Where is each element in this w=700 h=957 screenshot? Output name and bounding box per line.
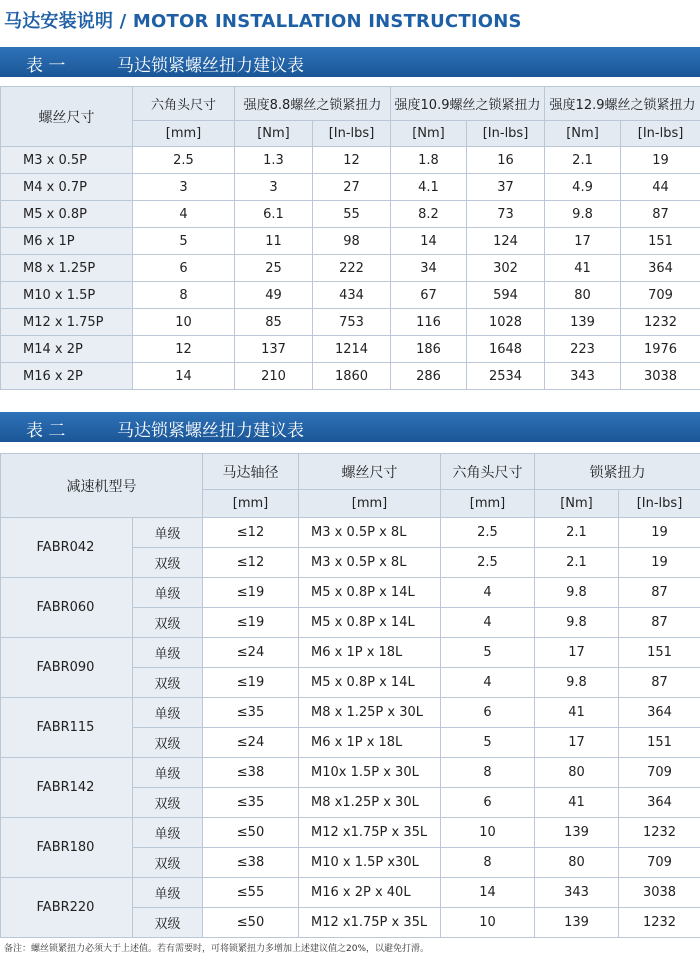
screw-spec-cell: M12 x1.75P x 35L bbox=[299, 818, 441, 848]
unit-cell: [Nm] bbox=[235, 121, 313, 147]
value-cell: 343 bbox=[545, 363, 621, 390]
table2-header-row bbox=[1, 454, 700, 490]
table1-title: 马达锁紧螺丝扭力建议表 bbox=[117, 56, 304, 76]
value-cell: 6.1 bbox=[235, 201, 313, 228]
value-cell: 2.5 bbox=[133, 147, 235, 174]
torque-table-by-gearbox bbox=[0, 453, 700, 938]
value-cell: 709 bbox=[619, 758, 700, 788]
value-cell: 5 bbox=[441, 638, 535, 668]
value-cell: 4 bbox=[441, 578, 535, 608]
table-row bbox=[1, 818, 700, 848]
table-row bbox=[1, 363, 700, 390]
unit-cell: [mm] bbox=[133, 121, 235, 147]
table-row bbox=[1, 309, 700, 336]
value-cell: 9.8 bbox=[545, 201, 621, 228]
value-cell: 5 bbox=[133, 228, 235, 255]
table-row bbox=[1, 758, 700, 788]
value-cell: 34 bbox=[391, 255, 467, 282]
value-cell: 16 bbox=[467, 147, 545, 174]
value-cell: 44 bbox=[621, 174, 700, 201]
screw-size-cell: M6 x 1P bbox=[1, 228, 133, 255]
value-cell: 1028 bbox=[467, 309, 545, 336]
table-row bbox=[1, 578, 700, 608]
value-cell: 17 bbox=[535, 728, 619, 758]
table-row bbox=[1, 228, 700, 255]
value-cell: 73 bbox=[467, 201, 545, 228]
value-cell: 210 bbox=[235, 363, 313, 390]
value-cell: 1214 bbox=[313, 336, 391, 363]
value-cell: 87 bbox=[619, 668, 700, 698]
unit-cell: [Nm] bbox=[535, 490, 619, 518]
value-cell: 343 bbox=[535, 878, 619, 908]
screw-spec-cell: M3 x 0.5P x 8L bbox=[299, 548, 441, 578]
value-cell: 25 bbox=[235, 255, 313, 282]
value-cell: 80 bbox=[535, 758, 619, 788]
value-cell: 286 bbox=[391, 363, 467, 390]
table-row bbox=[1, 282, 700, 309]
stage-cell: 单级 bbox=[133, 758, 203, 788]
gearbox-model-cell: FABR142 bbox=[1, 758, 133, 818]
value-cell: 87 bbox=[621, 201, 700, 228]
table-row bbox=[1, 878, 700, 908]
stage-cell: 单级 bbox=[133, 698, 203, 728]
value-cell: 2.5 bbox=[441, 548, 535, 578]
footnote: 备注：螺丝锁紧扭力必须大于上述值。若有需要时，可将锁紧扭力多增加上述建议值之20%，以避免打滑。 bbox=[4, 944, 430, 954]
value-cell: ≤35 bbox=[203, 788, 299, 818]
value-cell: 1232 bbox=[619, 908, 700, 938]
value-cell: 223 bbox=[545, 336, 621, 363]
value-cell: 19 bbox=[619, 548, 700, 578]
table-row bbox=[1, 336, 700, 363]
value-cell: 364 bbox=[621, 255, 700, 282]
stage-cell: 双级 bbox=[133, 848, 203, 878]
header-screw-size: 螺丝尺寸 bbox=[1, 87, 133, 147]
value-cell: ≤55 bbox=[203, 878, 299, 908]
value-cell: 14 bbox=[133, 363, 235, 390]
value-cell: 98 bbox=[313, 228, 391, 255]
value-cell: 4.9 bbox=[545, 174, 621, 201]
value-cell: 709 bbox=[621, 282, 700, 309]
value-cell: 3 bbox=[235, 174, 313, 201]
value-cell: ≤19 bbox=[203, 608, 299, 638]
value-cell: 17 bbox=[535, 638, 619, 668]
value-cell: 14 bbox=[391, 228, 467, 255]
unit-cell: [mm] bbox=[203, 490, 299, 518]
header-grade-12-9: 强度12.9螺丝之锁紧扭力 bbox=[545, 87, 700, 121]
table-row bbox=[1, 255, 700, 282]
value-cell: 11 bbox=[235, 228, 313, 255]
header-grade-8-8: 强度8.8螺丝之锁紧扭力 bbox=[235, 87, 391, 121]
table1-banner bbox=[0, 47, 700, 77]
unit-cell: [mm] bbox=[299, 490, 441, 518]
table2-title: 马达锁紧螺丝扭力建议表 bbox=[117, 421, 304, 441]
value-cell: 6 bbox=[133, 255, 235, 282]
value-cell: 8 bbox=[441, 848, 535, 878]
gearbox-model-cell: FABR090 bbox=[1, 638, 133, 698]
header-gearbox-model: 减速机型号 bbox=[1, 454, 203, 518]
value-cell: 1976 bbox=[621, 336, 700, 363]
value-cell: 434 bbox=[313, 282, 391, 309]
value-cell: 12 bbox=[133, 336, 235, 363]
value-cell: 10 bbox=[441, 908, 535, 938]
header-hex-size: 六角头尺寸 bbox=[441, 454, 535, 490]
value-cell: 139 bbox=[535, 908, 619, 938]
value-cell: 80 bbox=[545, 282, 621, 309]
value-cell: 4.1 bbox=[391, 174, 467, 201]
stage-cell: 双级 bbox=[133, 668, 203, 698]
value-cell: 753 bbox=[313, 309, 391, 336]
value-cell: 3 bbox=[133, 174, 235, 201]
value-cell: 2.5 bbox=[441, 518, 535, 548]
value-cell: 10 bbox=[133, 309, 235, 336]
screw-size-cell: M5 x 0.8P bbox=[1, 201, 133, 228]
screw-size-cell: M12 x 1.75P bbox=[1, 309, 133, 336]
table-row bbox=[1, 201, 700, 228]
screw-size-cell: M10 x 1.5P bbox=[1, 282, 133, 309]
header-grade-10-9: 强度10.9螺丝之锁紧扭力 bbox=[391, 87, 545, 121]
value-cell: ≤50 bbox=[203, 908, 299, 938]
value-cell: 41 bbox=[545, 255, 621, 282]
value-cell: ≤38 bbox=[203, 758, 299, 788]
value-cell: 151 bbox=[621, 228, 700, 255]
value-cell: 41 bbox=[535, 698, 619, 728]
value-cell: 67 bbox=[391, 282, 467, 309]
value-cell: ≤24 bbox=[203, 728, 299, 758]
unit-cell: [mm] bbox=[441, 490, 535, 518]
torque-table-by-grade bbox=[0, 86, 700, 390]
stage-cell: 双级 bbox=[133, 908, 203, 938]
table1-header-row bbox=[1, 87, 700, 121]
value-cell: 10 bbox=[441, 818, 535, 848]
value-cell: 116 bbox=[391, 309, 467, 336]
screw-spec-cell: M5 x 0.8P x 14L bbox=[299, 668, 441, 698]
unit-cell: [Nm] bbox=[391, 121, 467, 147]
value-cell: ≤35 bbox=[203, 698, 299, 728]
table-row bbox=[1, 698, 700, 728]
screw-size-cell: M3 x 0.5P bbox=[1, 147, 133, 174]
value-cell: 2.1 bbox=[545, 147, 621, 174]
stage-cell: 双级 bbox=[133, 788, 203, 818]
value-cell: 302 bbox=[467, 255, 545, 282]
value-cell: 594 bbox=[467, 282, 545, 309]
screw-spec-cell: M6 x 1P x 18L bbox=[299, 638, 441, 668]
value-cell: ≤24 bbox=[203, 638, 299, 668]
screw-spec-cell: M3 x 0.5P x 8L bbox=[299, 518, 441, 548]
screw-spec-cell: M5 x 0.8P x 14L bbox=[299, 608, 441, 638]
value-cell: 41 bbox=[535, 788, 619, 818]
value-cell: 709 bbox=[619, 848, 700, 878]
value-cell: 8.2 bbox=[391, 201, 467, 228]
value-cell: 55 bbox=[313, 201, 391, 228]
page-title: 马达安装说明 / MOTOR INSTALLATION INSTRUCTIONS bbox=[4, 11, 522, 32]
screw-spec-cell: M5 x 0.8P x 14L bbox=[299, 578, 441, 608]
value-cell: 124 bbox=[467, 228, 545, 255]
value-cell: 27 bbox=[313, 174, 391, 201]
value-cell: 19 bbox=[621, 147, 700, 174]
value-cell: 137 bbox=[235, 336, 313, 363]
value-cell: 139 bbox=[535, 818, 619, 848]
screw-spec-cell: M10x 1.5P x 30L bbox=[299, 758, 441, 788]
value-cell: 186 bbox=[391, 336, 467, 363]
stage-cell: 单级 bbox=[133, 638, 203, 668]
screw-spec-cell: M16 x 2P x 40L bbox=[299, 878, 441, 908]
value-cell: 9.8 bbox=[535, 668, 619, 698]
value-cell: 9.8 bbox=[535, 578, 619, 608]
value-cell: 3038 bbox=[621, 363, 700, 390]
value-cell: 37 bbox=[467, 174, 545, 201]
value-cell: ≤38 bbox=[203, 848, 299, 878]
screw-size-cell: M14 x 2P bbox=[1, 336, 133, 363]
value-cell: 222 bbox=[313, 255, 391, 282]
screw-size-cell: M8 x 1.25P bbox=[1, 255, 133, 282]
table-row bbox=[1, 638, 700, 668]
screw-size-cell: M16 x 2P bbox=[1, 363, 133, 390]
screw-spec-cell: M8 x 1.25P x 30L bbox=[299, 698, 441, 728]
screw-spec-cell: M10 x 1.5P x30L bbox=[299, 848, 441, 878]
unit-cell: [In-lbs] bbox=[619, 490, 700, 518]
value-cell: 14 bbox=[441, 878, 535, 908]
value-cell: 139 bbox=[545, 309, 621, 336]
value-cell: 151 bbox=[619, 638, 700, 668]
value-cell: 8 bbox=[441, 758, 535, 788]
value-cell: 4 bbox=[441, 608, 535, 638]
gearbox-model-cell: FABR180 bbox=[1, 818, 133, 878]
header-hex-size: 六角头尺寸 bbox=[133, 87, 235, 121]
value-cell: 5 bbox=[441, 728, 535, 758]
table2-number: 表 二 bbox=[26, 421, 66, 441]
table2-banner bbox=[0, 412, 700, 442]
screw-spec-cell: M12 x1.75P x 35L bbox=[299, 908, 441, 938]
value-cell: 87 bbox=[619, 578, 700, 608]
value-cell: ≤50 bbox=[203, 818, 299, 848]
stage-cell: 单级 bbox=[133, 578, 203, 608]
value-cell: 364 bbox=[619, 788, 700, 818]
value-cell: 151 bbox=[619, 728, 700, 758]
value-cell: ≤19 bbox=[203, 668, 299, 698]
gearbox-model-cell: FABR220 bbox=[1, 878, 133, 938]
unit-cell: [In-lbs] bbox=[621, 121, 700, 147]
gearbox-model-cell: FABR042 bbox=[1, 518, 133, 578]
value-cell: 4 bbox=[441, 668, 535, 698]
header-locking-torque: 锁紧扭力 bbox=[535, 454, 700, 490]
table-row bbox=[1, 147, 700, 174]
value-cell: 4 bbox=[133, 201, 235, 228]
value-cell: 1232 bbox=[619, 818, 700, 848]
table-row bbox=[1, 174, 700, 201]
value-cell: 2.1 bbox=[535, 518, 619, 548]
screw-spec-cell: M6 x 1P x 18L bbox=[299, 728, 441, 758]
table1-number: 表 一 bbox=[26, 56, 66, 76]
value-cell: 364 bbox=[619, 698, 700, 728]
value-cell: 6 bbox=[441, 698, 535, 728]
table-row bbox=[1, 518, 700, 548]
value-cell: 1232 bbox=[621, 309, 700, 336]
header-screw-size: 螺丝尺寸 bbox=[299, 454, 441, 490]
unit-cell: [Nm] bbox=[545, 121, 621, 147]
value-cell: 12 bbox=[313, 147, 391, 174]
value-cell: 9.8 bbox=[535, 608, 619, 638]
stage-cell: 双级 bbox=[133, 548, 203, 578]
stage-cell: 单级 bbox=[133, 518, 203, 548]
value-cell: 85 bbox=[235, 309, 313, 336]
value-cell: 17 bbox=[545, 228, 621, 255]
value-cell: 19 bbox=[619, 518, 700, 548]
value-cell: 80 bbox=[535, 848, 619, 878]
value-cell: 2.1 bbox=[535, 548, 619, 578]
value-cell: ≤19 bbox=[203, 578, 299, 608]
header-shaft-diameter: 马达轴径 bbox=[203, 454, 299, 490]
value-cell: 3038 bbox=[619, 878, 700, 908]
gearbox-model-cell: FABR115 bbox=[1, 698, 133, 758]
screw-size-cell: M4 x 0.7P bbox=[1, 174, 133, 201]
value-cell: 1648 bbox=[467, 336, 545, 363]
gearbox-model-cell: FABR060 bbox=[1, 578, 133, 638]
value-cell: 8 bbox=[133, 282, 235, 309]
unit-cell: [In-lbs] bbox=[467, 121, 545, 147]
value-cell: 49 bbox=[235, 282, 313, 309]
value-cell: ≤12 bbox=[203, 518, 299, 548]
stage-cell: 双级 bbox=[133, 728, 203, 758]
value-cell: 1860 bbox=[313, 363, 391, 390]
value-cell: 6 bbox=[441, 788, 535, 818]
value-cell: 1.8 bbox=[391, 147, 467, 174]
stage-cell: 单级 bbox=[133, 878, 203, 908]
screw-spec-cell: M8 x1.25P x 30L bbox=[299, 788, 441, 818]
value-cell: ≤12 bbox=[203, 548, 299, 578]
stage-cell: 单级 bbox=[133, 818, 203, 848]
value-cell: 87 bbox=[619, 608, 700, 638]
value-cell: 2534 bbox=[467, 363, 545, 390]
stage-cell: 双级 bbox=[133, 608, 203, 638]
unit-cell: [In-lbs] bbox=[313, 121, 391, 147]
value-cell: 1.3 bbox=[235, 147, 313, 174]
